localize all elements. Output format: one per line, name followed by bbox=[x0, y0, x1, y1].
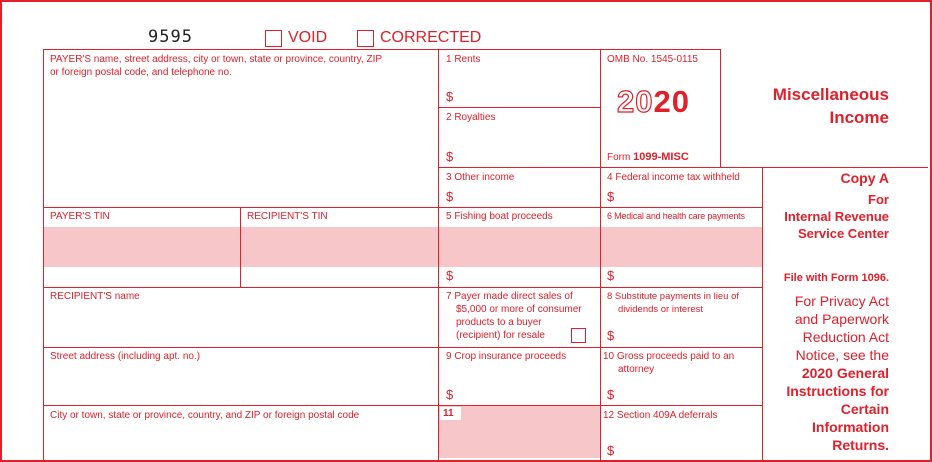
form-title-line1: Miscellaneous bbox=[772, 85, 889, 104]
box5-field[interactable] bbox=[458, 267, 598, 286]
copy-label: Copy A bbox=[840, 170, 889, 186]
irs-line2: Service Center bbox=[797, 226, 889, 241]
box2-dollar: $ bbox=[446, 149, 454, 164]
corrected-label: CORRECTED bbox=[380, 29, 482, 46]
street-address-label: Street address (including apt. no.) bbox=[50, 351, 201, 362]
street-address-field[interactable] bbox=[44, 365, 437, 404]
irs-line1: Internal Revenue bbox=[784, 209, 889, 224]
void-label: VOID bbox=[288, 29, 328, 46]
box5-dollar: $ bbox=[446, 268, 454, 283]
form-name bbox=[607, 151, 689, 164]
box2-label: 2 Royalties bbox=[446, 112, 496, 123]
instr-line2: Instructions for bbox=[786, 383, 889, 399]
city-field[interactable] bbox=[44, 424, 437, 458]
payer-tin-field[interactable] bbox=[44, 227, 240, 267]
box7-label-line2: $5,000 or more of consumer bbox=[456, 304, 582, 315]
box6-field[interactable] bbox=[619, 267, 759, 286]
box6-label: 6 Medical and health care payments bbox=[607, 211, 745, 221]
instr-line5: Returns. bbox=[832, 437, 889, 453]
recipient-tin-field[interactable] bbox=[241, 227, 438, 267]
box11-field[interactable] bbox=[439, 406, 600, 458]
box4-label: 4 Federal income tax withheld bbox=[607, 172, 740, 183]
tax-year-suffix: 20 bbox=[653, 84, 690, 119]
recipient-tin-label: RECIPIENT'S TIN bbox=[247, 211, 328, 222]
box7-label-line4: (recipient) for resale bbox=[456, 330, 545, 341]
box7-label-line3: products to a buyer bbox=[456, 317, 542, 328]
form-number: 1099-MISC bbox=[633, 151, 689, 163]
payer-name-field[interactable] bbox=[44, 80, 437, 206]
box6-shade bbox=[601, 227, 762, 267]
box9-dollar: $ bbox=[446, 387, 454, 402]
box10-field[interactable] bbox=[619, 382, 759, 404]
box4-dollar: $ bbox=[607, 189, 615, 204]
box5-shade bbox=[439, 227, 600, 267]
box10-label-line2: attorney bbox=[618, 364, 655, 375]
box8-field[interactable] bbox=[619, 325, 759, 346]
notice-line3: Reduction Act bbox=[802, 329, 889, 345]
notice-line4: Notice, see the bbox=[795, 347, 889, 363]
recipient-name-field[interactable] bbox=[44, 305, 437, 346]
instr-line4: Information bbox=[812, 419, 889, 435]
omb-number: OMB No. 1545-0115 bbox=[607, 54, 698, 65]
box1-field[interactable] bbox=[458, 84, 598, 106]
form-prefix: Form bbox=[607, 152, 631, 163]
box8-label-line2: dividends or interest bbox=[618, 304, 704, 315]
tax-year bbox=[617, 85, 690, 119]
box7-label-line1: 7 Payer made direct sales of bbox=[446, 291, 573, 302]
instr-line1: 2020 General bbox=[801, 365, 889, 381]
corrected-checkbox[interactable] bbox=[357, 30, 374, 47]
box11-label: 11 bbox=[440, 407, 461, 420]
box10-dollar: $ bbox=[607, 387, 615, 402]
box1-dollar: $ bbox=[446, 89, 454, 104]
box7-checkbox[interactable] bbox=[571, 328, 586, 343]
box8-label-line1: 8 Substitute payments in lieu of bbox=[607, 291, 740, 302]
box4-field[interactable] bbox=[619, 186, 759, 206]
box12-label: 12 Section 409A deferrals bbox=[603, 410, 718, 421]
copy-for: For bbox=[868, 192, 889, 207]
box10-label-line1: 10 Gross proceeds paid to an bbox=[603, 351, 735, 362]
recipient-name-label: RECIPIENT'S name bbox=[50, 291, 140, 302]
box12-dollar: $ bbox=[607, 443, 615, 458]
payer-name-label-2: or foreign postal code, and telephone no. bbox=[50, 67, 232, 78]
form-title-line2: Income bbox=[829, 108, 889, 127]
form-code: 9595 bbox=[148, 27, 193, 47]
box5-label: 5 Fishing boat proceeds bbox=[446, 211, 553, 222]
file-with: File with Form 1096. bbox=[783, 272, 889, 284]
payer-name-label: PAYER'S name, street address, city or town, state or province, country, ZIP bbox=[50, 54, 383, 65]
box9-label: 9 Crop insurance proceeds bbox=[446, 351, 567, 362]
notice-line2: and Paperwork bbox=[794, 311, 889, 327]
box9-field[interactable] bbox=[458, 382, 598, 404]
box1-label: 1 Rents bbox=[446, 54, 481, 65]
notice-line1: For Privacy Act bbox=[794, 293, 889, 309]
box3-dollar: $ bbox=[446, 189, 454, 204]
box8-dollar: $ bbox=[607, 328, 615, 343]
void-checkbox[interactable] bbox=[265, 30, 282, 47]
city-label: City or town, state or province, country, and ZIP or foreign postal code bbox=[50, 410, 360, 421]
instr-line3: Certain bbox=[840, 401, 889, 417]
tax-year-prefix: 20 bbox=[617, 84, 654, 119]
box3-field[interactable] bbox=[458, 186, 598, 206]
box6-dollar: $ bbox=[607, 268, 615, 283]
box2-field[interactable] bbox=[458, 144, 598, 166]
box3-label: 3 Other income bbox=[446, 172, 515, 183]
payer-tin-label: PAYER'S TIN bbox=[50, 211, 110, 222]
